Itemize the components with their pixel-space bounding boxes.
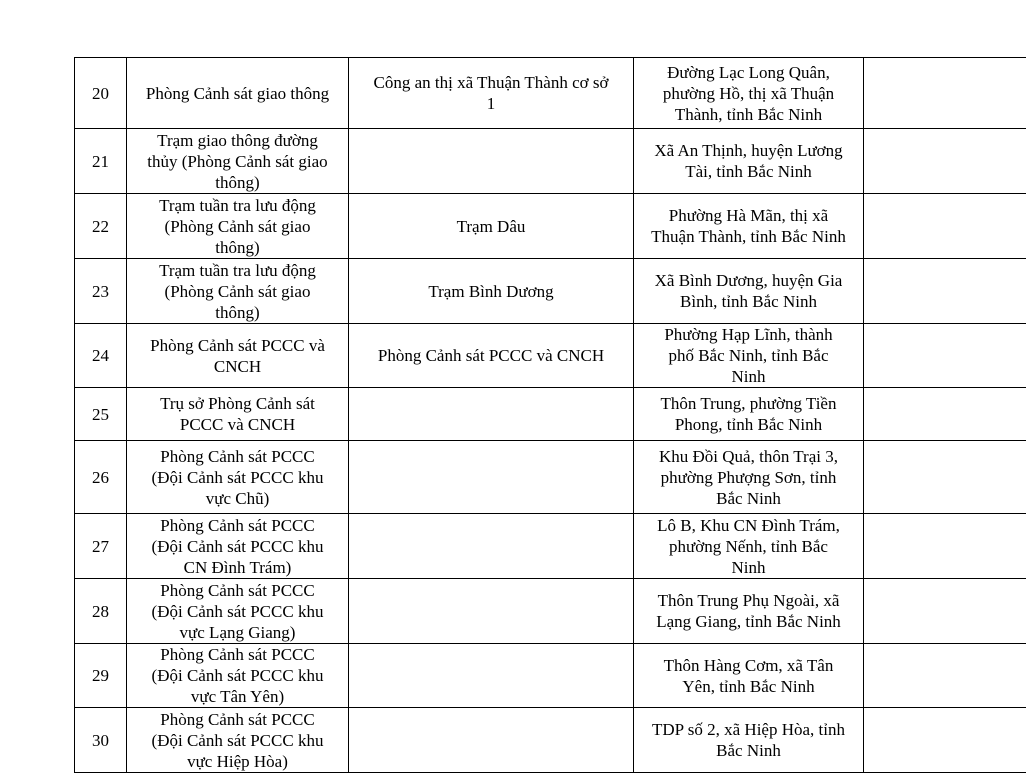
row-number-cell: 25 [75,388,127,441]
location-name-cell: Phòng Cảnh sát PCCC (Đội Cảnh sát PCCC khu CN Đình Trám) [127,514,349,579]
note-cell [864,514,1026,579]
row-number-cell: 20 [75,58,127,129]
row-number-cell: 26 [75,441,127,514]
location-name-cell: Trạm tuần tra lưu động (Phòng Cảnh sát giao thông) [127,259,349,324]
note-cell [864,441,1026,514]
row-number-cell: 21 [75,129,127,194]
note-cell [864,194,1026,259]
note-cell [864,388,1026,441]
location-name-cell: Trụ sở Phòng Cảnh sát PCCC và CNCH [127,388,349,441]
row-number-cell: 30 [75,708,127,773]
location-name-cell: Phòng Cảnh sát PCCC (Đội Cảnh sát PCCC khu vực Lạng Giang) [127,579,349,644]
row-number-cell: 22 [75,194,127,259]
note-cell [864,259,1026,324]
location-name-cell: Phòng Cảnh sát PCCC (Đội Cảnh sát PCCC khu vực Tân Yên) [127,644,349,708]
address-cell: Đường Lạc Long Quân, phường Hồ, thị xã Thuận Thành, tỉnh Bắc Ninh [634,58,864,129]
unit-cell: Trạm Bình Dương [349,259,634,324]
location-name-cell: Trạm tuần tra lưu động (Phòng Cảnh sát giao thông) [127,194,349,259]
table-row [75,441,1026,514]
table-row [75,579,1026,644]
address-cell: Thôn Hàng Cơm, xã Tân Yên, tỉnh Bắc Ninh [634,644,864,708]
location-name-cell: Phòng Cảnh sát PCCC (Đội Cảnh sát PCCC khu vực Hiệp Hòa) [127,708,349,773]
table-row [75,259,1026,324]
unit-cell: Công an thị xã Thuận Thành cơ sở 1 [349,58,634,129]
locations-table [74,57,1026,773]
table-row [75,129,1026,194]
note-cell [864,129,1026,194]
unit-cell [349,708,634,773]
unit-cell [349,388,634,441]
note-cell [864,58,1026,129]
location-name-cell: Phòng Cảnh sát PCCC (Đội Cảnh sát PCCC khu vực Chũ) [127,441,349,514]
table-row [75,388,1026,441]
unit-cell [349,579,634,644]
note-cell [864,324,1026,388]
address-cell: Phường Hà Mãn, thị xã Thuận Thành, tỉnh Bắc Ninh [634,194,864,259]
address-cell: Xã Bình Dương, huyện Gia Bình, tỉnh Bắc Ninh [634,259,864,324]
address-cell: Lô B, Khu CN Đình Trám, phường Nếnh, tỉnh Bắc Ninh [634,514,864,579]
row-number-cell: 29 [75,644,127,708]
row-number-cell: 24 [75,324,127,388]
row-number-cell: 28 [75,579,127,644]
table-row [75,58,1026,129]
unit-cell [349,644,634,708]
location-name-cell: Phòng Cảnh sát giao thông [127,58,349,129]
location-name-cell: Trạm giao thông đường thủy (Phòng Cảnh sát giao thông) [127,129,349,194]
address-cell: Xã An Thịnh, huyện Lương Tài, tỉnh Bắc Ninh [634,129,864,194]
row-number-cell: 23 [75,259,127,324]
location-name-cell: Phòng Cảnh sát PCCC và CNCH [127,324,349,388]
table-row [75,194,1026,259]
unit-cell: Trạm Dâu [349,194,634,259]
table-row [75,324,1026,388]
address-cell: Khu Đồi Quả, thôn Trại 3, phường Phượng Sơn, tỉnh Bắc Ninh [634,441,864,514]
row-number-cell: 27 [75,514,127,579]
table-row [75,644,1026,708]
unit-cell: Phòng Cảnh sát PCCC và CNCH [349,324,634,388]
address-cell: Thôn Trung, phường Tiền Phong, tỉnh Bắc Ninh [634,388,864,441]
note-cell [864,708,1026,773]
unit-cell [349,514,634,579]
address-cell: Thôn Trung Phụ Ngoài, xã Lạng Giang, tỉnh Bắc Ninh [634,579,864,644]
unit-cell [349,129,634,194]
address-cell: TDP số 2, xã Hiệp Hòa, tỉnh Bắc Ninh [634,708,864,773]
table-row [75,708,1026,773]
table-row [75,514,1026,579]
note-cell [864,644,1026,708]
address-cell: Phường Hạp Lĩnh, thành phố Bắc Ninh, tỉnh Bắc Ninh [634,324,864,388]
unit-cell [349,441,634,514]
note-cell [864,579,1026,644]
